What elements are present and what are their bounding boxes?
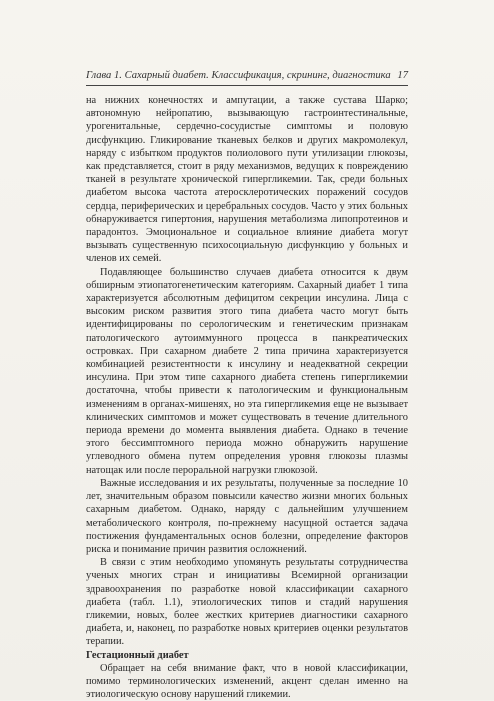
paragraph-4: В связи с этим необходимо упомянуть результаты сотрудничества ученых многих стран и инициативы Всемирной организации здравоохранения по разработке новой классификации сахарного диабета (табл. 1.1), этиологических типов и стадий нарушения гликемии, новых, более жестких критериев диагностики сахарного диабета, и, наконец, по разработке новых критериев оценки результатов терапии.: [86, 557, 408, 648]
page-number: 17: [397, 70, 408, 81]
page-body: [86, 94, 408, 701]
paragraph-1: на нижних конечностях и ампутации, а также сустава Шарко; автономную нейропатию, вызывающую гастроинтестинальные, урогенитальные, сердечно-сосудистые симптомы и половую дисфункцию. Гликирование тканевых белков и других макромолекул, наряду с избытком продуктов полиолового пути утилизации глюкозы, как представляется, стоит в ряду механизмов, ведущих к повреждению тканей в результате хронической гипергликемии. Так, среди больных диабетом высока частота атеросклеротических поражений сосудов сердца, периферических и церебральных сосудов. Часто у этих больных обнаруживается гипертония, нарушения метаболизма липопротеинов и парадонтоз. Эмоциональное и социальное влияние диабета могут вызывать существенную психосоциальную дисфункцию у больных и членов их семей.: [86, 95, 408, 265]
chapter-title: Глава 1. Сахарный диабет. Классификация, скрининг, диагностика: [86, 70, 391, 81]
paragraph-3: Важные исследования и их результаты, полученные за последние 10 лет, значительным образом повысили качество жизни многих больных сахарным диабетом. Однако, наряду с дальнейшим улучшением метаболического контроля, по-прежнему насущной остается задача постижения фундаментальных основ болезни, определение факторов риска и понимание причин развития осложнений.: [86, 477, 408, 555]
paragraph-5: Обращает на себя внимание факт, что в новой классификации, помимо терминологических изменений, акцент сделан именно на этиологическую основу нарушений гликемии.: [86, 662, 408, 701]
section-subheading: Гестационный диабет: [86, 649, 189, 661]
paragraph-2: Подавляющее большинство случаев диабета относится к двум обширным этиопатогенетическим категориям. Сахарный диабет 1 типа характеризуется абсолютным дефицитом секреции инсулина. Лица с высоким риском развития этого типа диабета часто могут быть идентифицированы по серологическим и генетическим признакам патологического аутоиммунного процесса в панкреатических островках. При сахарном диабете 2 типа причина характеризуется комбинацией резистентности к инсулину и неадекватной секреции инсулина. При этом типе сахарного диабета степень гипергликемии достаточна, чтобы привести к патологическим и функциональным изменениям в органах-мишенях, но эта гипергликемия еще не вызывает клинических симптомов и может существовать в течение длительного периода времени до момента выявления диабета. Однако в течение этого бессимптомного периода можно обнаружить нарушение углеводного обмена путем определения уровня глюкозы плазмы натощак или после пероральной нагрузки глюкозой.: [86, 266, 408, 476]
running-header: [86, 70, 408, 86]
